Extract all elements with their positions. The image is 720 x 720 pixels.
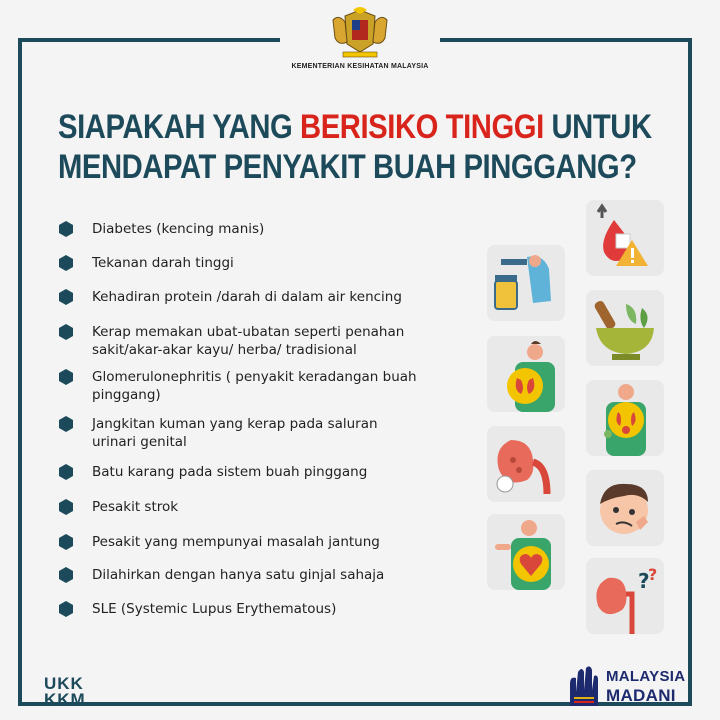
svg-text:?: ?	[638, 569, 650, 593]
page-title	[58, 107, 652, 187]
hexagon-bullet-icon	[58, 289, 74, 305]
single-kidney-icon	[586, 558, 664, 634]
risk-factor-text: Dilahirkan dengan hanya satu ginjal sahaja	[92, 567, 385, 583]
risk-factor-text: SLE (Systemic Lupus Erythematous)	[92, 601, 337, 617]
malaysia-madani-logo	[566, 662, 696, 710]
ministry-name: KEMENTERIAN KESIHATAN MALAYSIA	[291, 63, 429, 70]
hexagon-bullet-icon	[58, 567, 74, 583]
kidney-stone-icon	[487, 426, 565, 502]
malaysia-coat-of-arms-icon	[325, 6, 395, 62]
madani-line1: MALAYSIA	[606, 668, 686, 685]
urine-test-icon	[487, 245, 565, 321]
herbal-mortar-icon	[586, 290, 664, 366]
hexagon-bullet-icon	[58, 369, 74, 385]
risk-factor-text: Pesakit yang mempunyai masalah jantung	[92, 534, 380, 550]
ukk-text: UKK	[44, 674, 84, 693]
svg-text:?: ?	[648, 565, 658, 584]
title-highlight: BERISIKO TINGGI	[300, 108, 544, 146]
hexagon-bullet-icon	[58, 324, 74, 340]
ukk-kkm-logo	[44, 676, 86, 708]
kidney-patient-icon	[487, 336, 565, 412]
hexagon-bullet-icon	[58, 499, 74, 515]
risk-factor-text: Diabetes (kencing manis)	[92, 221, 265, 237]
title-part2: UNTUK	[543, 108, 652, 146]
risk-factor-text: Kehadiran protein /darah di dalam air kencing	[92, 289, 402, 305]
risk-factor-text: Kerap memakan ubat-ubatan seperti penahan sakit/akar-akar kayu/ herba/ tradisional	[92, 324, 405, 358]
madani-line2: MADANI	[606, 686, 676, 705]
blood-sugar-icon	[586, 200, 664, 276]
urinary-infection-icon	[586, 380, 664, 456]
kkm-text: KKM	[44, 690, 86, 709]
hexagon-bullet-icon	[58, 601, 74, 617]
title-part1: SIAPAKAH YANG	[58, 108, 301, 146]
heart-patient-icon	[487, 514, 565, 590]
risk-factor-text: Batu karang pada sistem buah pinggang	[92, 464, 368, 480]
madani-hand-icon	[566, 662, 602, 710]
hexagon-bullet-icon	[58, 221, 74, 237]
title-line2: MENDAPAT PENYAKIT BUAH PINGGANG?	[58, 148, 637, 186]
hexagon-bullet-icon	[58, 534, 74, 550]
risk-factor-text: Pesakit strok	[92, 499, 179, 515]
risk-factor-text: Glomerulonephritis ( penyakit keradangan buah pinggang)	[92, 369, 417, 403]
stroke-face-icon	[586, 470, 664, 546]
hexagon-bullet-icon	[58, 255, 74, 271]
hexagon-bullet-icon	[58, 464, 74, 480]
risk-factor-text: Tekanan darah tinggi	[92, 255, 234, 271]
risk-factor-text: Jangkitan kuman yang kerap pada saluran urinari genital	[92, 416, 378, 450]
hexagon-bullet-icon	[58, 416, 74, 432]
